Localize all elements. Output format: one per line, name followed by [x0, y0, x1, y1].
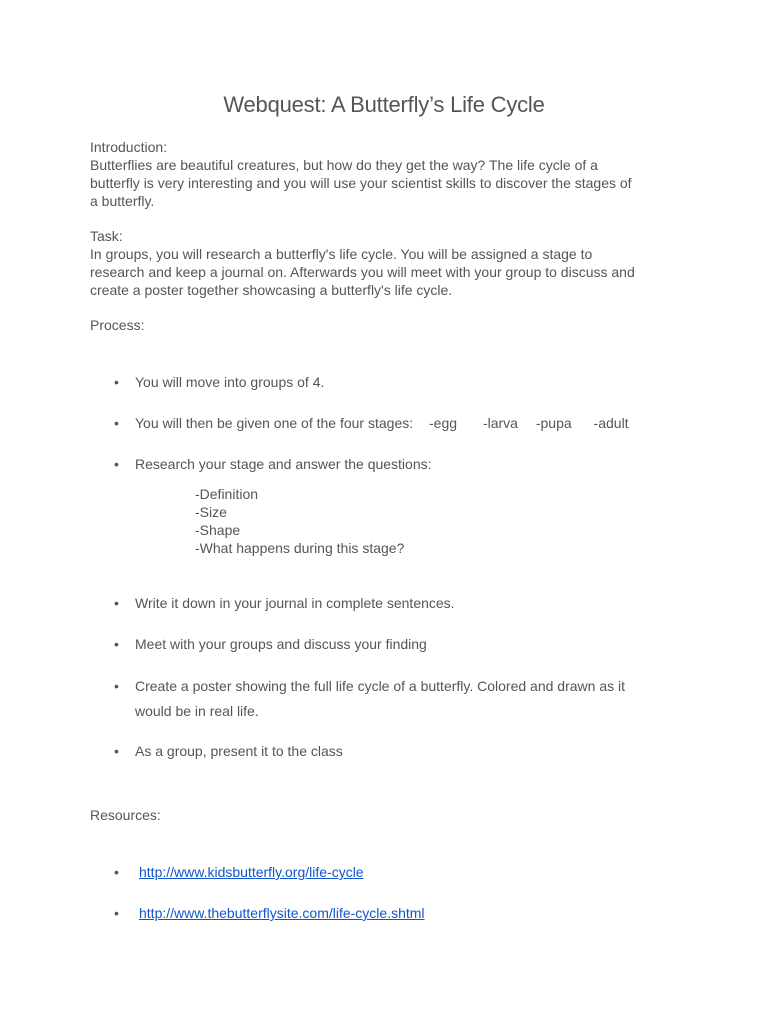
resource-link-text[interactable]: http://www.kidsbutterfly.org/life-cycle — [139, 864, 364, 880]
task-heading: Task: — [90, 228, 123, 244]
stage-larva: -larva — [482, 415, 518, 431]
stage-pupa: -pupa — [535, 415, 572, 431]
task-section — [90, 227, 690, 299]
introduction-line: Butterflies are beautiful creatures, but how do they get the way? The life cycle of a — [90, 157, 598, 173]
process-item-text — [135, 411, 690, 436]
resource-link-text[interactable]: http://www.thebutterflysite.com/life-cycle.shtml — [139, 905, 425, 921]
process-heading: Process: — [90, 317, 145, 333]
page-title: Webquest: A Butterfly’s Life Cycle — [223, 92, 545, 117]
resource-link-thebutterflysite[interactable] — [139, 901, 694, 926]
process-item-line: would be in real life. — [135, 703, 259, 719]
question-item: -What happens during this stage? — [195, 540, 405, 556]
process-item-label: You will then be given one of the four stages: — [135, 415, 414, 431]
process-item-text: Write it down in your journal in complete sentences. — [135, 595, 455, 611]
question-item: -Definition — [195, 486, 259, 502]
process-item-line: Create a poster showing the full life cycle of a butterfly. Colored and drawn as it — [135, 678, 625, 694]
task-line: research and keep a journal on. Afterwards you will meet with your group to discuss and — [90, 264, 635, 280]
question-item: -Shape — [195, 522, 241, 538]
stage-adult: -adult — [593, 415, 629, 431]
process-item-text: As a group, present it to the class — [135, 743, 343, 759]
resource-link-kidsbutterfly[interactable] — [139, 860, 694, 885]
introduction-line: a butterfly. — [90, 193, 155, 209]
bullet-icon: • — [114, 743, 119, 759]
introduction-section — [90, 138, 690, 210]
bullet-icon: • — [114, 905, 119, 921]
stage-egg: -egg — [429, 415, 458, 431]
resources-heading: Resources: — [90, 807, 161, 823]
introduction-heading: Introduction: — [90, 139, 168, 155]
question-list — [195, 485, 404, 557]
bullet-icon: • — [114, 678, 119, 694]
bullet-icon: • — [114, 456, 119, 472]
task-line: create a poster together showcasing a butterfly's life cycle. — [90, 282, 453, 298]
bullet-icon: • — [114, 864, 119, 880]
task-line: In groups, you will research a butterfly's life cycle. You will be assigned a stage to — [90, 246, 593, 262]
bullet-icon: • — [114, 636, 119, 652]
bullet-icon: • — [114, 415, 119, 431]
question-item: -Size — [195, 504, 227, 520]
process-item-text: Meet with your groups and discuss your finding — [135, 636, 427, 652]
process-item-text: You will move into groups of 4. — [135, 374, 325, 390]
bullet-icon: • — [114, 374, 119, 390]
process-item-text — [135, 674, 690, 724]
process-item-text: Research your stage and answer the questions: — [135, 456, 432, 472]
introduction-line: butterfly is very interesting and you will use your scientist skills to discover the stages of — [90, 175, 632, 191]
bullet-icon: • — [114, 595, 119, 611]
